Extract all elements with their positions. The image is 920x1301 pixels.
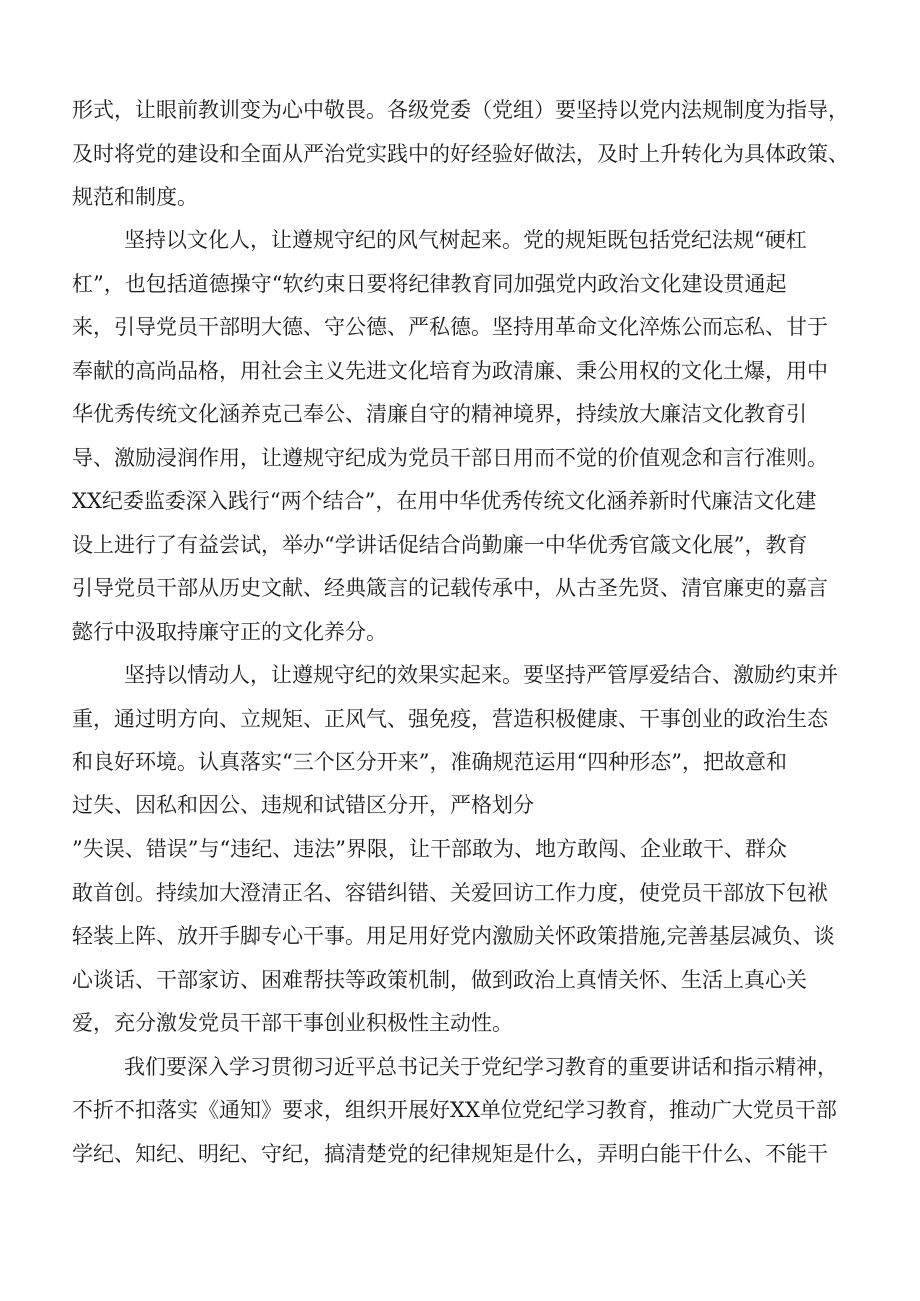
text-line: 过失、因私和因公、违规和试错区分开，严格划分 — [72, 793, 534, 817]
text-line: 敢首创。持续加大澄清正名、容错纠错、关爱回访工作力度，使党员干部放下包袱 — [72, 881, 828, 905]
text-line: 来，引导党员干部明大德、守公德、严私德。坚持用革命文化淬炼公而忘私、甘于 — [72, 315, 828, 339]
text-line: 坚持以文化人，让遵规守纪的风气树起来。党的规矩既包括党纪法规“硬杠 — [124, 228, 807, 252]
text-line: 杠”，也包括道德操守“软约束日要将纪律教育同加强党内政治文化建设贯通起 — [72, 272, 787, 296]
text-line: 学纪、知纪、明纪、守纪，搞清楚党的纪律规矩是什么，弄明白能干什么、不能干 — [72, 1142, 828, 1166]
text-line: 引导党员干部从历史文献、经典箴言的记载传承中，从古圣先贤、清官廉吏的嘉言 — [72, 576, 828, 600]
text-line: 和良好环境。认真落实“三个区分开来”，准确规范运用“四种形态”，把故意和 — [72, 750, 787, 774]
text-line: 不折不扣落实《通知》要求，组织开展好XX单位党纪学习教育，推动广大党员干部 — [72, 1098, 837, 1122]
text-line: 设上进行了有益尝试，举办“学讲话促结合尚勤廉一中华优秀官箴文化展”，教育 — [72, 533, 808, 557]
text-line: 规范和制度。 — [72, 185, 198, 209]
text-line: 我们要深入学习贯彻习近平总书记关于党纪学习教育的重要讲话和指示精神， — [124, 1055, 838, 1079]
text-line: 爱，充分激发党员干部干事创业积极性主动性。 — [72, 1011, 513, 1035]
text-line: 及时将党的建设和全面从严治党实践中的好经验好做法，及时上升转化为具体政策、 — [72, 142, 849, 166]
text-line: 形式，让眼前教训变为心中敬畏。各级党委（党组）要坚持以党内法规制度为指导， — [72, 98, 849, 122]
text-line: 奉献的高尚品格，用社会主义先进文化培育为政清廉、秉公用权的文化土爆，用中 — [72, 359, 828, 383]
text-line: 懿行中汲取持廉守正的文化养分。 — [72, 620, 387, 644]
text-line: 轻装上阵、放开手脚专心干事。用足用好党内激励关怀政策措施,完善基层减负、谈 — [72, 924, 835, 948]
text-line: XX纪委监委深入践行“两个结合”，在用中华优秀传统文化涵养新时代廉洁文化建 — [72, 489, 817, 513]
text-line: ”失误、错误”与“违纪、违法”界限，让干部敢为、地方敢闯、企业敢干、群众 — [72, 837, 787, 861]
text-line: 华优秀传统文化涵养克己奉公、清廉自守的精神境界，持续放大廉洁文化教育引 — [72, 402, 807, 426]
text-line: 重，通过明方向、立规矩、正风气、强免疫，营造积极健康、干事创业的政治生态 — [72, 707, 828, 731]
text-line: 导、激励浸润作用，让遵规守纪成为党员干部日用而不觉的价值观念和言行准则。 — [72, 446, 828, 470]
text-line: 心谈话、干部家访、困难帮扶等政策机制，做到政治上真情关怀、生活上真心关 — [72, 968, 807, 992]
text-line: 坚持以情动人，让遵规守纪的效果实起来。要坚持严管厚爱结合、激励约束并 — [124, 663, 838, 687]
